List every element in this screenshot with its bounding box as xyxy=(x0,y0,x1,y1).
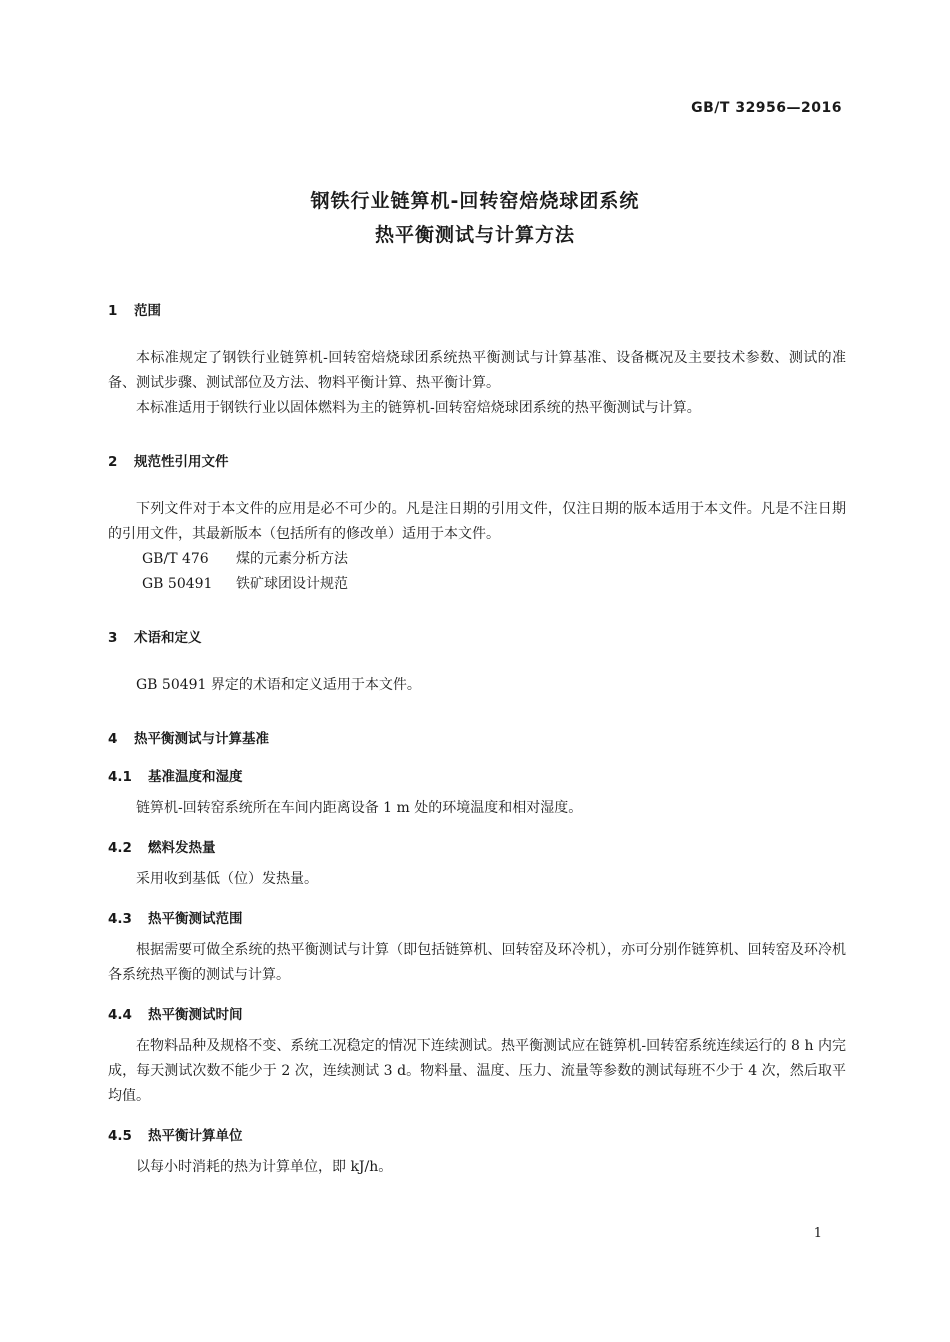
section-title: 规范性引用文件 xyxy=(134,454,229,470)
section-1-paragraph-2: 本标准适用于钢铁行业以固体燃料为主的链箅机-回转窑焙烧球团系统的热平衡测试与计算。 xyxy=(136,400,701,416)
reference-item xyxy=(108,547,846,572)
section-title: 术语和定义 xyxy=(134,630,202,646)
section-2-heading xyxy=(108,451,846,473)
subsection-number: 4.4 xyxy=(108,1007,132,1023)
subsection-number: 4.1 xyxy=(108,769,132,785)
subsection-4-3-heading xyxy=(108,908,846,930)
section-4-heading xyxy=(108,728,846,750)
subsection-number: 4.3 xyxy=(108,911,132,927)
subsection-title: 热平衡测试范围 xyxy=(148,911,243,927)
reference-code: GB/T 476 xyxy=(142,551,209,567)
subsection-4-5-heading xyxy=(108,1125,846,1147)
section-number: 4 xyxy=(108,731,118,747)
subsection-4-4-heading xyxy=(108,1004,846,1026)
standard-code: GB/T 32956—2016 xyxy=(691,100,842,116)
document-body xyxy=(108,300,846,1180)
subsection-4-1-heading xyxy=(108,766,846,788)
section-2-paragraph-1: 下列文件对于本文件的应用是必不可少的。凡是注日期的引用文件，仅注日期的版本适用于本文件。凡是不注日期的引用文件，其最新版本（包括所有的修改单）适用于本文件。 xyxy=(108,501,846,542)
title-line-2: 热平衡测试与计算方法 xyxy=(374,224,575,246)
subsection-title: 燃料发热量 xyxy=(148,840,216,856)
title-line-1: 钢铁行业链箅机-回转窑焙烧球团系统 xyxy=(310,190,640,212)
subsection-4-1-paragraph: 链箅机-回转窑系统所在车间内距离设备 1 m 处的环境温度和相对湿度。 xyxy=(136,800,583,816)
subsection-4-5-paragraph: 以每小时消耗的热为计算单位，即 kJ/h。 xyxy=(136,1159,393,1175)
subsection-4-2-paragraph: 采用收到基低（位）发热量。 xyxy=(136,871,318,887)
subsection-title: 热平衡计算单位 xyxy=(148,1128,243,1144)
reference-name: 煤的元素分析方法 xyxy=(236,551,348,567)
subsection-title: 热平衡测试时间 xyxy=(148,1007,243,1023)
subsection-4-2-heading xyxy=(108,837,846,859)
reference-name: 铁矿球团设计规范 xyxy=(236,576,348,592)
subsection-4-3-paragraph: 根据需要可做全系统的热平衡测试与计算（即包括链箅机、回转窑及环冷机），亦可分别作链箅机、回转窑及环冷机各系统热平衡的测试与计算。 xyxy=(108,942,846,983)
section-title: 热平衡测试与计算基准 xyxy=(134,731,269,747)
section-number: 2 xyxy=(108,454,118,470)
reference-item xyxy=(108,572,846,597)
section-number: 3 xyxy=(108,630,118,646)
section-title: 范围 xyxy=(134,303,161,319)
subsection-title: 基准温度和湿度 xyxy=(148,769,243,785)
subsection-number: 4.2 xyxy=(108,840,132,856)
section-1-heading xyxy=(108,300,846,322)
reference-code: GB 50491 xyxy=(142,576,213,592)
document-title xyxy=(0,184,950,252)
section-3-paragraph-1: GB 50491 界定的术语和定义适用于本文件。 xyxy=(136,677,421,693)
section-1-paragraph-1: 本标准规定了钢铁行业链箅机-回转窑焙烧球团系统热平衡测试与计算基准、设备概况及主要技术参数、测试的准备、测试步骤、测试部位及方法、物料平衡计算、热平衡计算。 xyxy=(108,350,846,391)
page-number: 1 xyxy=(813,1226,822,1241)
subsection-4-4-paragraph: 在物料品种及规格不变、系统工况稳定的情况下连续测试。热平衡测试应在链箅机-回转窑系统连续运行的 8 h 内完成，每天测试次数不能少于 2 次，连续测试 3 d。物料量、温度、压力、流量等参数的测试每班不少于 4 次，然后取平均值。 xyxy=(108,1038,846,1104)
subsection-number: 4.5 xyxy=(108,1128,132,1144)
section-number: 1 xyxy=(108,303,118,319)
section-3-heading xyxy=(108,627,846,649)
